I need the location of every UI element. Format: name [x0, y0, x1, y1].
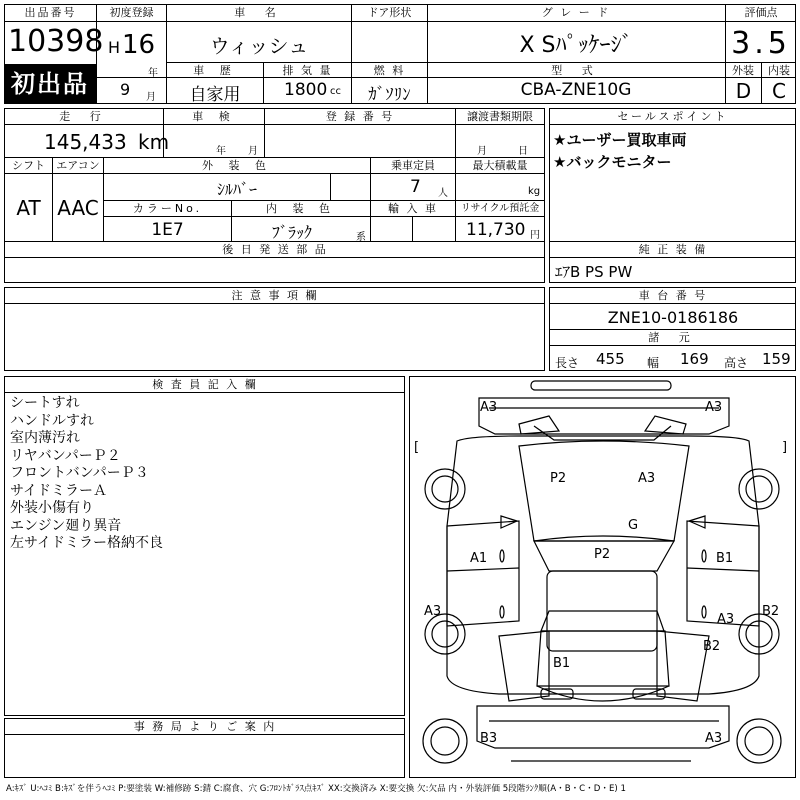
aircon-value: AAC	[57, 196, 99, 220]
car-name-label: 車 名	[234, 6, 284, 19]
chassis-label: 車 台 番 号	[638, 289, 708, 302]
dimensions-label: 諸 元	[648, 331, 698, 344]
inspector-note: リヤバンパーＰ２	[10, 447, 121, 464]
mark-tailgate: B1	[553, 656, 571, 671]
height-value: 159	[762, 350, 791, 368]
inspector-note: 室内薄汚れ	[10, 430, 80, 446]
mark-roof: P2	[594, 547, 611, 562]
inspection-month-unit: 月	[248, 146, 258, 157]
score-label: 評価点	[744, 6, 778, 19]
fuel-value: ｶﾞｿﾘﾝ	[368, 85, 411, 105]
length-value: 455	[596, 350, 625, 368]
capacity-label: 乗車定員	[391, 159, 435, 172]
mileage-unit: km	[138, 130, 170, 154]
transfer-due-month-unit: 月	[477, 146, 487, 157]
first-reg-label: 初度登録	[109, 6, 154, 19]
score-value: 3.5	[731, 26, 791, 61]
car-diagram	[409, 376, 796, 778]
sales-point-1: ★ユーザー買取車両	[553, 131, 687, 149]
lot-label: 出品番号	[24, 6, 77, 19]
caution-label: 注 意 事 項 欄	[231, 289, 319, 302]
first-listing-badge: 初出品	[4, 64, 96, 104]
model-code-label: 型 式	[551, 64, 601, 77]
inspector-notes	[10, 395, 400, 553]
first-reg-year: 16	[122, 30, 156, 60]
grade-value: X Sﾊﾟｯｹｰｼﾞ	[519, 33, 633, 58]
genuine-equipment-value: ｴｱB PS PW	[555, 263, 633, 281]
mileage-label: 走 行	[59, 110, 109, 123]
interior-grade-label: 内装	[768, 64, 790, 77]
inspector-note: フロントバンパーＰ３	[10, 465, 149, 481]
mark-right-side: B1	[716, 551, 734, 566]
displacement-label: 排 気 量	[282, 64, 333, 77]
sales-point-2: ★バックモニター	[553, 153, 672, 171]
registration-label: 登 録 番 号	[325, 110, 395, 123]
displacement-value: 1800	[284, 80, 328, 100]
recycle-label: リサイクル預託金	[460, 203, 540, 214]
recycle-unit: 円	[530, 230, 540, 241]
mark-left-side: A1	[470, 551, 488, 566]
ext-color-label: 外 装 色	[202, 159, 272, 172]
height-label: 高さ	[724, 356, 749, 370]
model-code-value: CBA-ZNE10G	[520, 80, 632, 100]
mark-hood-left: P2	[550, 471, 567, 486]
mark-right-quarter: B2	[703, 639, 721, 654]
width-label: 幅	[647, 356, 660, 370]
mileage-value: 145,433	[44, 130, 127, 154]
office-label: 事 務 局 よ り ご 案 内	[133, 720, 277, 733]
sales-points-label: セールスポイント	[617, 110, 729, 123]
mark-left-rear-fender: A3	[424, 604, 442, 619]
fuel-label: 燃 料	[373, 64, 406, 77]
mark-windshield: G	[628, 518, 639, 533]
capacity-value: 7	[410, 177, 421, 197]
genuine-equipment-label: 純 正 装 備	[638, 243, 708, 256]
color-no-label: カラーNo.	[132, 202, 203, 215]
inspector-note: サイドミラーＡ	[10, 482, 108, 499]
chassis-value: ZNE10-0186186	[607, 308, 739, 327]
later-parts-label: 後 日 発 送 部 品	[222, 243, 328, 256]
mark-front-left: A3	[480, 400, 498, 415]
first-reg-month-unit: 月	[146, 92, 156, 103]
legend-footer: A:ｷｽﾞ U:ﾍｺﾐ B:ｷｽﾞを伴うﾍｺﾐ P:要塗装 W:補修跡 S:錆 C:腐食、穴 G:ﾌﾛﾝﾄｶﾞﾗｽ点ｷｽﾞ XX:交換済み X:要交換 欠:欠品 内・外装評価 5段階ﾗﾝｸ順(A・B・C・D・E) 1	[6, 784, 626, 794]
mark-front-right: A3	[705, 400, 723, 415]
inspection-label: 車 検	[192, 110, 236, 123]
mark-rear-right: A3	[705, 731, 723, 746]
ext-color-value: ｼﾙﾊﾞｰ	[216, 180, 257, 199]
inspector-note: エンジン廻り異音	[10, 517, 122, 534]
inspector-label: 検 査 員 記 入 欄	[152, 378, 258, 391]
inspector-note: ハンドルすれ	[10, 412, 94, 429]
mark-rear-left: B3	[480, 731, 498, 746]
import-label: 輸 入 車	[388, 202, 438, 215]
mark-right-edge: B2	[762, 604, 780, 619]
exterior-grade-label: 外装	[732, 64, 754, 77]
int-color-suffix: 系	[356, 232, 366, 243]
shift-label: シフト	[12, 159, 45, 172]
displacement-unit: cc	[330, 86, 341, 97]
mark-bracket-left: [	[414, 440, 420, 455]
inspector-note: シートすれ	[10, 395, 80, 411]
mark-right-rear-panel: A3	[717, 612, 735, 627]
transfer-due-day-unit: 日	[518, 146, 528, 157]
exterior-grade-value: D	[735, 79, 752, 103]
capacity-unit: 人	[438, 188, 448, 199]
history-value: 自家用	[189, 85, 241, 105]
max-load-label: 最大積載量	[472, 159, 528, 172]
interior-grade-value: C	[772, 79, 786, 103]
inspector-note: 外装小傷有り	[10, 500, 94, 516]
car-name-value: ウィッシュ	[209, 34, 309, 58]
lot-number: 10398	[8, 24, 104, 59]
first-reg-era: H	[108, 38, 121, 57]
max-load-unit: kg	[528, 186, 541, 197]
inspection-year-unit: 年	[216, 146, 226, 157]
history-label: 車 歴	[193, 64, 237, 77]
mark-hood-right: A3	[638, 471, 656, 486]
grade-label: グ レ ー ド	[541, 6, 611, 19]
int-color-label: 内 装 色	[266, 202, 336, 215]
width-value: 169	[680, 350, 709, 368]
mark-bracket-right: ]	[782, 440, 788, 455]
first-reg-year-unit: 年	[148, 68, 158, 79]
recycle-value: 11,730	[466, 220, 526, 240]
int-color-value: ﾌﾞﾗｯｸ	[271, 223, 312, 242]
color-no-value: 1E7	[151, 220, 184, 240]
first-reg-month: 9	[120, 80, 131, 99]
length-label: 長さ	[555, 356, 580, 370]
transfer-due-label: 譲渡書類期限	[467, 110, 533, 123]
aircon-label: エアコン	[56, 159, 100, 172]
door-label: ドア形状	[367, 6, 412, 19]
shift-value: AT	[16, 196, 41, 220]
inspector-note: 左サイドミラー格納不良	[10, 535, 164, 551]
